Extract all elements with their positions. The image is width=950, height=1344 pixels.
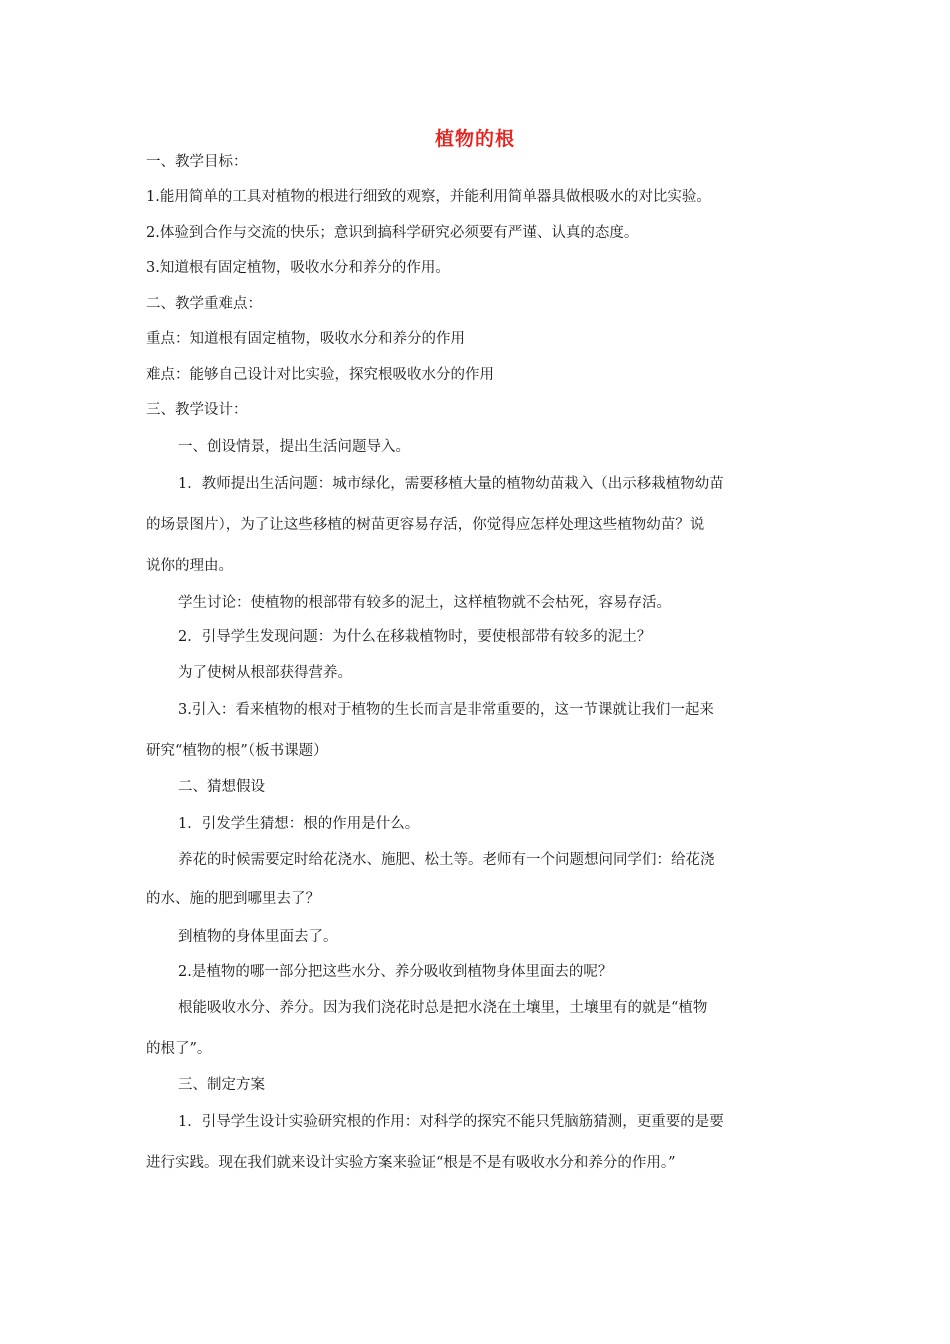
paragraph-line: 研究“植物的根”（板书课题） bbox=[146, 743, 328, 759]
paragraph-line: 1．引导学生设计实验研究根的作用：对科学的探究不能只凭脑筋猜测，更重要的是要 bbox=[178, 1114, 724, 1130]
paragraph-line: 的根了”。 bbox=[146, 1041, 212, 1057]
paragraph-line: 养花的时候需要定时给花浇水、施肥、松土等。老师有一个问题想问同学们：给花浇 bbox=[178, 852, 715, 868]
paragraph-line: 到植物的身体里面去了。 bbox=[178, 929, 338, 945]
paragraph-line: 1．引发学生猜想：根的作用是什么。 bbox=[178, 816, 420, 832]
subsection-heading-intro: 一、创设情景，提出生活问题导入。 bbox=[178, 439, 410, 455]
paragraph-line: 3.引入：看来植物的根对于植物的生长而言是非常重要的，这一节课就让我们一起来 bbox=[178, 702, 714, 718]
paragraph-line: 2.是植物的哪一部分把这些水分、养分吸收到植物身体里面去的呢？ bbox=[178, 964, 613, 980]
section-heading-objectives: 一、教学目标： bbox=[146, 154, 248, 170]
paragraph-line: 根能吸收水分、养分。因为我们浇花时总是把水浇在土壤里，土壤里有的就是“植物 bbox=[178, 1000, 708, 1016]
key-point: 重点：知道根有固定植物，吸收水分和养分的作用 bbox=[146, 331, 465, 347]
paragraph-line: 进行实践。现在我们就来设计实验方案来验证“根是不是有吸收水分和养分的作用。” bbox=[146, 1155, 676, 1171]
paragraph-line: 的水、施的肥到哪里去了？ bbox=[146, 891, 320, 907]
subsection-heading-hypothesis: 二、猜想假设 bbox=[178, 779, 265, 795]
paragraph-line: 学生讨论：使植物的根部带有较多的泥土，这样植物就不会枯死，容易存活。 bbox=[178, 595, 671, 611]
paragraph-line: 1．教师提出生活问题：城市绿化，需要移植大量的植物幼苗栽入（出示移栽植物幼苗 bbox=[178, 476, 724, 492]
paragraph-line: 的场景图片），为了让这些移植的树苗更容易存活，你觉得应怎样处理这些植物幼苗？说 bbox=[146, 517, 705, 533]
page-title: 植物的根 bbox=[434, 128, 515, 150]
paragraph-line: 为了使树从根部获得营养。 bbox=[178, 665, 352, 681]
section-heading-design: 三、教学设计： bbox=[146, 402, 248, 418]
section-heading-key-points: 二、教学重难点： bbox=[146, 296, 262, 312]
objective-2: 2.体验到合作与交流的快乐；意识到搞科学研究必须要有严谨、认真的态度。 bbox=[146, 225, 639, 241]
subsection-heading-plan: 三、制定方案 bbox=[178, 1077, 265, 1093]
paragraph-line: 2．引导学生发现问题：为什么在移栽植物时，要使根部带有较多的泥土？ bbox=[178, 629, 652, 645]
objective-3: 3.知道根有固定植物，吸收水分和养分的作用。 bbox=[146, 260, 450, 276]
paragraph-line: 说你的理由。 bbox=[146, 558, 233, 574]
objective-1: 1.能用简单的工具对植物的根进行细致的观察，并能利用简单器具做根吸水的对比实验。 bbox=[146, 189, 711, 205]
difficult-point: 难点：能够自己设计对比实验，探究根吸收水分的作用 bbox=[146, 367, 494, 383]
